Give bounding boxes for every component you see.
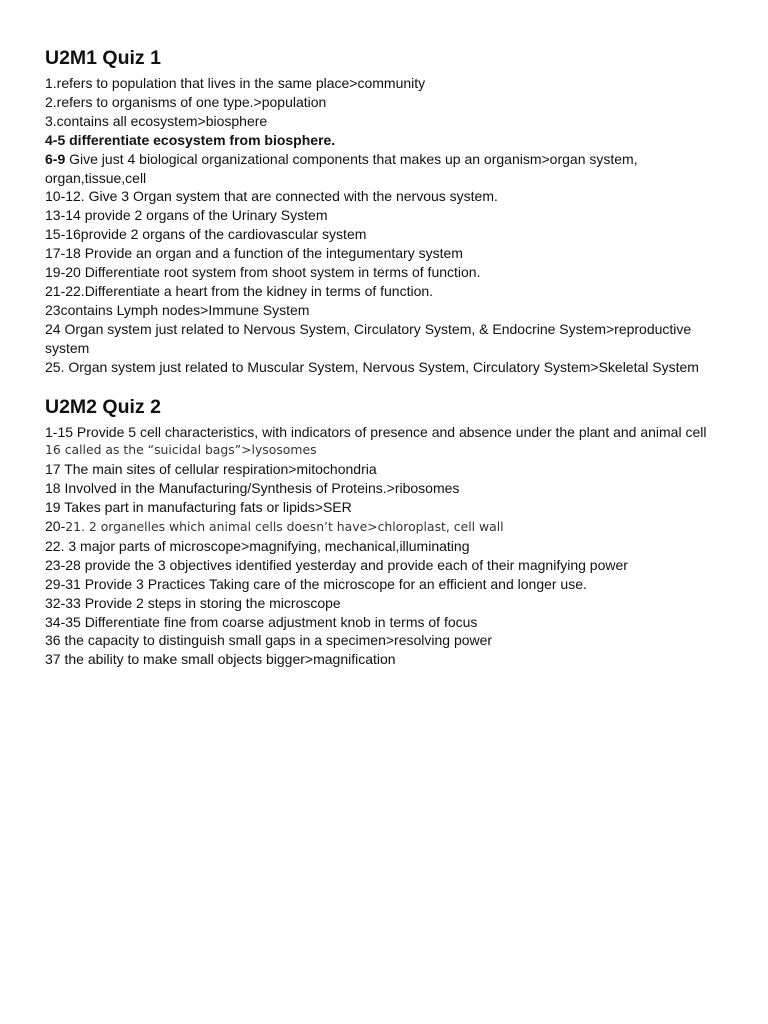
quiz2-item-22: 22. 3 major parts of microscope>magnifying, mechanical,illuminating (45, 537, 470, 554)
quiz2-item-32-33: 32-33 Provide 2 steps in storing the microscope (45, 594, 341, 611)
quiz2-title: U2M2 Quiz 2 (45, 395, 161, 418)
quiz2-item-29-31: 29-31 Provide 3 Practices Taking care of the microscope for an efficient and longer use. (45, 575, 587, 592)
quiz2-item-20-21-text: 21. 2 organelles which animal cells doesn’t have>chloroplast, cell wall (65, 519, 504, 535)
quiz1-item-19-20: 19-20 Differentiate root system from shoot system in terms of function. (45, 264, 481, 281)
quiz2-item-16: 16 called as the “suicidal bags”>lysosomes (45, 442, 317, 458)
quiz1-item-4-5: 4-5 differentiate ecosystem from biosphere. (45, 131, 336, 148)
quiz2-item-1-15: 1-15 Provide 5 cell characteristics, with indicators of presence and absence under the plant and animal cell (45, 423, 707, 440)
quiz1-item-15-16: 15-16provide 2 organs of the cardiovascular system (45, 226, 367, 243)
quiz1-title: U2M1 Quiz 1 (45, 47, 161, 69)
quiz1-item-6-9 (45, 150, 725, 188)
quiz1-item-24: 24 Organ system just related to Nervous System, Circulatory System, & Endocrine System>reproductive system (45, 320, 692, 356)
quiz2-item-19: 19 Takes part in manufacturing fats or lipids>SER (45, 499, 352, 516)
quiz1-item-25: 25. Organ system just related to Muscular System, Nervous System, Circulatory System>Skeletal System (45, 358, 699, 375)
quiz1-item-1: 1.refers to population that lives in the same place>community (45, 75, 426, 91)
quiz2-item-37: 37 the ability to make small objects bigger>magnification (45, 651, 396, 668)
quiz1-item-17-18: 17-18 Provide an organ and a function of the integumentary system (45, 245, 463, 262)
quiz1-item-13-14: 13-14 provide 2 organs of the Urinary System (45, 207, 328, 224)
quiz2-item-20-21 (45, 517, 725, 537)
quiz2-item-20-21-number: 20- (45, 518, 66, 535)
quiz2-item-36: 36 the capacity to distinguish small gaps in a specimen>resolving power (45, 632, 493, 649)
quiz2-item-18: 18 Involved in the Manufacturing/Synthesis of Proteins.>ribosomes (45, 480, 460, 497)
quiz1-list (45, 74, 725, 377)
quiz1-item-2: 2.refers to organisms of one type.>population (45, 93, 327, 110)
quiz2-item-34-35: 34-35 Differentiate fine from coarse adjustment knob in terms of focus (45, 613, 478, 630)
quiz2-item-23-28: 23-28 provide the 3 objectives identified yesterday and provide each of their magnifying power (45, 556, 628, 573)
quiz2-list (45, 423, 725, 670)
document-page (45, 44, 725, 669)
quiz1-item-6-9-number: 6-9 (45, 150, 66, 167)
quiz1-item-10-12: 10-12. Give 3 Organ system that are connected with the nervous system. (45, 188, 498, 205)
quiz1-item-21-22: 21-22.Differentiate a heart from the kidney in terms of function. (45, 282, 434, 299)
quiz1-item-3: 3.contains all ecosystem>biosphere (45, 112, 268, 129)
quiz2-item-17: 17 The main sites of cellular respiration>mitochondria (45, 461, 377, 478)
quiz1-item-6-9-text: Give just 4 biological organizational components that makes up an organism>organ system, organ,tissue,cell (45, 150, 638, 186)
quiz1-item-23: 23contains Lymph nodes>Immune System (45, 301, 310, 318)
